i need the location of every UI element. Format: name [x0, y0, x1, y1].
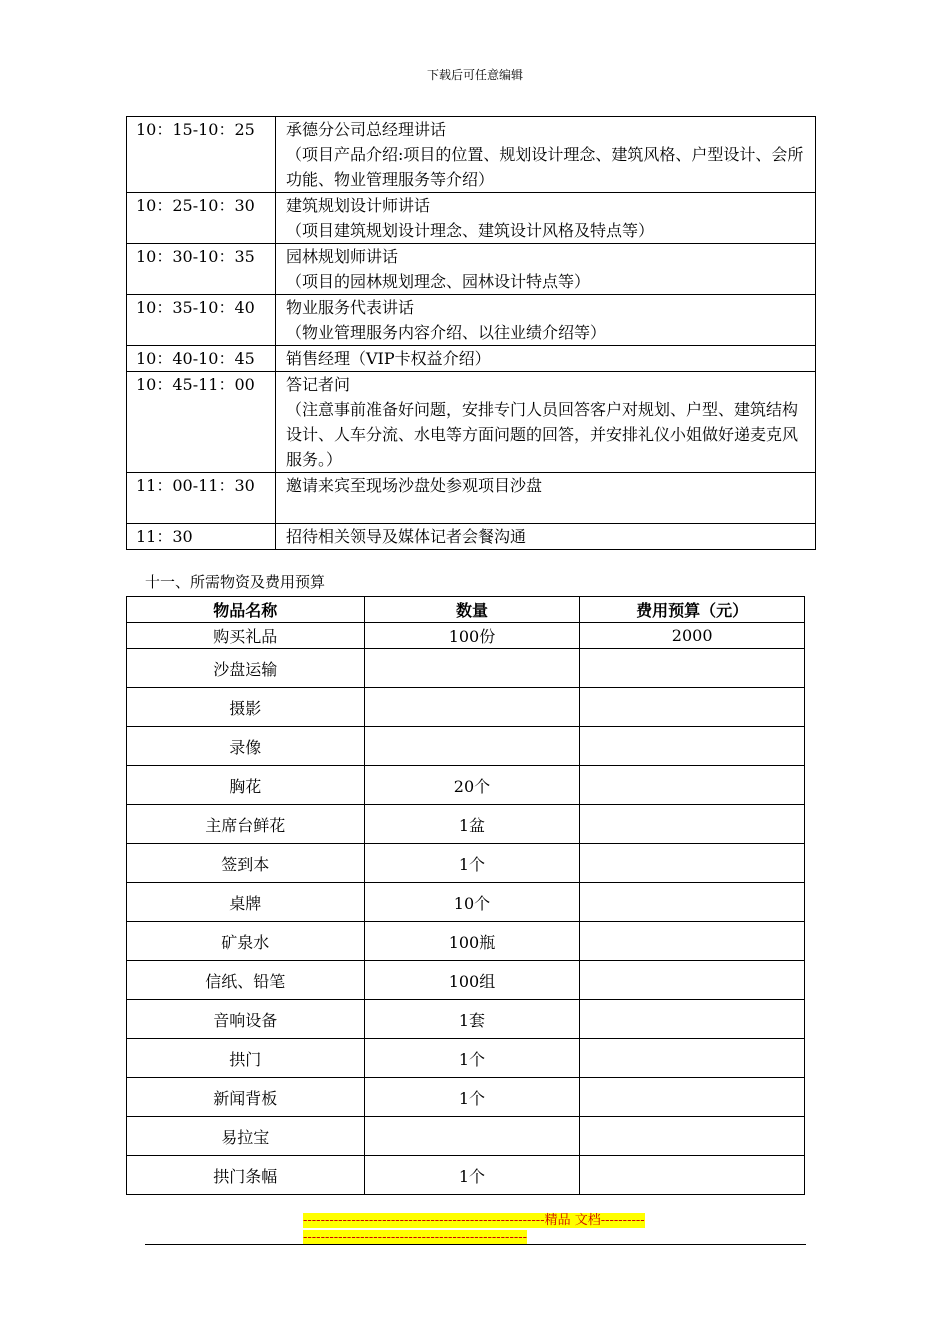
schedule-time: 10：35-10：40	[127, 295, 276, 346]
page-header: 下载后可任意编辑	[426, 68, 523, 82]
budget-row	[127, 623, 805, 649]
budget-item: 主席台鲜花	[127, 805, 365, 844]
budget-row	[127, 922, 805, 961]
budget-cost	[580, 1156, 805, 1195]
schedule-time: 11：00-11：30	[127, 473, 276, 524]
schedule-row	[127, 524, 816, 550]
budget-quantity: 10个	[364, 883, 580, 922]
budget-cost	[580, 1078, 805, 1117]
budget-quantity: 1个	[364, 1156, 580, 1195]
budget-row	[127, 1000, 805, 1039]
schedule-time: 11：30	[127, 524, 276, 550]
footer-text: -------------------------------------------------------精品 文档-------------------------------------------------------------	[303, 1213, 645, 1245]
schedule-row	[127, 295, 816, 346]
schedule-detail: （项目的园林规划理念、园林设计特点等）	[286, 272, 591, 291]
budget-quantity: 100份	[364, 623, 580, 649]
schedule-row	[127, 244, 816, 295]
schedule-table	[126, 116, 816, 550]
budget-item: 桌牌	[127, 883, 365, 922]
budget-item: 摄影	[127, 688, 365, 727]
footer-watermark	[303, 1212, 648, 1246]
schedule-title: 邀请来宾至现场沙盘处参观项目沙盘	[286, 476, 543, 495]
schedule-title: 园林规划师讲话	[286, 247, 399, 266]
schedule-description	[276, 346, 816, 372]
budget-cost	[580, 1000, 805, 1039]
budget-item: 矿泉水	[127, 922, 365, 961]
budget-cost: 2000	[580, 623, 805, 649]
schedule-description	[276, 473, 816, 524]
schedule-title: 建筑规划设计师讲话	[286, 196, 431, 215]
budget-quantity: 1盆	[364, 805, 580, 844]
schedule-time: 10：40-10：45	[127, 346, 276, 372]
budget-cost	[580, 649, 805, 688]
budget-quantity	[364, 649, 580, 688]
schedule-title: 物业服务代表讲话	[286, 298, 415, 317]
schedule-title: 招待相关领导及媒体记者会餐沟通	[286, 527, 527, 546]
budget-row	[127, 961, 805, 1000]
schedule-time: 10：25-10：30	[127, 193, 276, 244]
budget-cost	[580, 1117, 805, 1156]
budget-quantity: 100瓶	[364, 922, 580, 961]
budget-item: 胸花	[127, 766, 365, 805]
budget-header-quantity: 数量	[364, 597, 580, 623]
schedule-row	[127, 117, 816, 193]
budget-item: 购买礼品	[127, 623, 365, 649]
budget-row	[127, 844, 805, 883]
budget-item: 拱门	[127, 1039, 365, 1078]
budget-item: 新闻背板	[127, 1078, 365, 1117]
schedule-detail: （物业管理服务内容介绍、以往业绩介绍等）	[286, 323, 607, 342]
budget-quantity: 20个	[364, 766, 580, 805]
budget-item: 沙盘运输	[127, 649, 365, 688]
schedule-description	[276, 117, 816, 193]
schedule-title: 承德分公司总经理讲话	[286, 120, 447, 139]
schedule-description	[276, 193, 816, 244]
budget-row	[127, 805, 805, 844]
budget-cost	[580, 766, 805, 805]
budget-row	[127, 1039, 805, 1078]
budget-cost	[580, 688, 805, 727]
schedule-detail: （注意事前准备好问题，安排专门人员回答客户对规划、户型、建筑结构设计、人车分流、水电等方面问题的回答，并安排礼仪小姐做好递麦克风服务。）	[286, 400, 799, 469]
budget-quantity	[364, 688, 580, 727]
budget-item: 拱门条幅	[127, 1156, 365, 1195]
budget-row	[127, 1156, 805, 1195]
budget-item: 签到本	[127, 844, 365, 883]
schedule-time: 10：45-11：00	[127, 372, 276, 473]
budget-quantity: 1套	[364, 1000, 580, 1039]
budget-quantity: 100组	[364, 961, 580, 1000]
schedule-detail: （项目产品介绍:项目的位置、规划设计理念、建筑风格、户型设计、会所功能、物业管理服务等介绍）	[286, 145, 804, 189]
schedule-row	[127, 346, 816, 372]
budget-quantity: 1个	[364, 1039, 580, 1078]
section-title: 十一、所需物资及费用预算	[145, 573, 326, 591]
budget-item: 易拉宝	[127, 1117, 365, 1156]
budget-item: 音响设备	[127, 1000, 365, 1039]
schedule-time: 10：15-10：25	[127, 117, 276, 193]
schedule-description	[276, 372, 816, 473]
budget-table	[126, 596, 805, 1195]
budget-cost	[580, 844, 805, 883]
budget-cost	[580, 805, 805, 844]
budget-row	[127, 1117, 805, 1156]
budget-row	[127, 688, 805, 727]
budget-cost	[580, 922, 805, 961]
schedule-description	[276, 244, 816, 295]
budget-row	[127, 727, 805, 766]
budget-row	[127, 649, 805, 688]
budget-row	[127, 766, 805, 805]
budget-header-cost: 费用预算（元）	[580, 597, 805, 623]
budget-quantity: 1个	[364, 1078, 580, 1117]
schedule-title: 答记者问	[286, 375, 351, 394]
budget-row	[127, 1078, 805, 1117]
budget-cost	[580, 883, 805, 922]
budget-quantity: 1个	[364, 844, 580, 883]
schedule-row	[127, 372, 816, 473]
schedule-description	[276, 524, 816, 550]
footer-divider	[145, 1244, 806, 1245]
budget-item: 录像	[127, 727, 365, 766]
budget-item: 信纸、铅笔	[127, 961, 365, 1000]
budget-header-row	[127, 597, 805, 623]
budget-cost	[580, 961, 805, 1000]
schedule-time: 10：30-10：35	[127, 244, 276, 295]
schedule-detail: （项目建筑规划设计理念、建筑设计风格及特点等）	[286, 221, 655, 240]
schedule-title: 销售经理（VIP卡权益介绍）	[286, 349, 491, 368]
budget-quantity	[364, 1117, 580, 1156]
budget-cost	[580, 727, 805, 766]
budget-row	[127, 883, 805, 922]
budget-cost	[580, 1039, 805, 1078]
budget-header-item: 物品名称	[127, 597, 365, 623]
schedule-description	[276, 295, 816, 346]
schedule-row	[127, 473, 816, 524]
budget-quantity	[364, 727, 580, 766]
schedule-row	[127, 193, 816, 244]
